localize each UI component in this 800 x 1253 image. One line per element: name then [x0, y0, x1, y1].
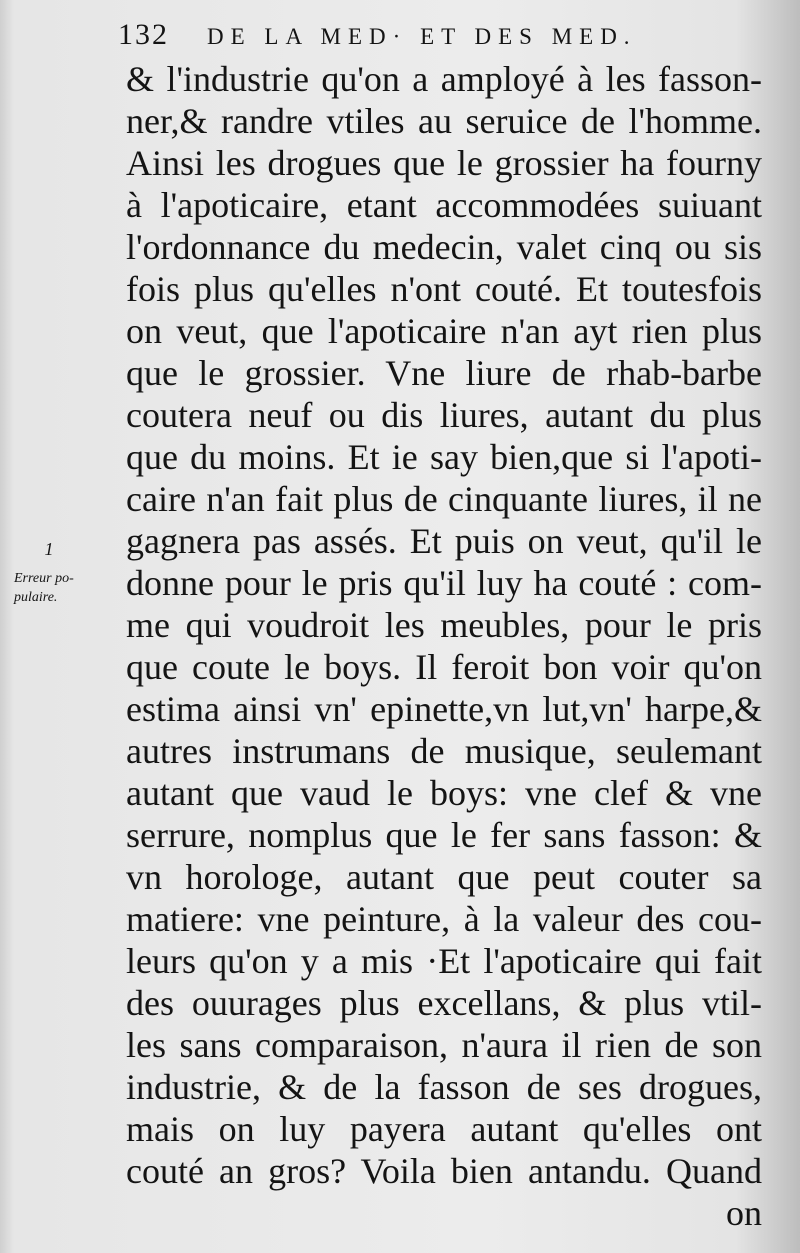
text-line: Ainsi les drogues que le grossier ha fourny [126, 143, 762, 183]
text-line: autres instrumans de musique, seulemant [126, 731, 762, 771]
text-line: gagnera pas assés. Et puis on veut, qu'il le [126, 521, 762, 561]
text-line: à l'apoticaire, etant accommodées suiuant [126, 185, 762, 225]
text-line: serrure, nomplus que le fer sans fasson: & [126, 815, 762, 855]
text-line: industrie, & de la fasson de ses drogues, [126, 1067, 762, 1107]
margin-note-line: Erreur po- [14, 571, 74, 586]
catchword: on [726, 1193, 762, 1233]
margin-note-number: 1 [44, 539, 54, 559]
page-header [118, 18, 678, 62]
body-text [126, 58, 762, 1234]
page-number: 132 [118, 18, 169, 51]
text-line: des ouurages plus excellans, & plus vtil- [126, 983, 762, 1023]
text-line: donne pour le pris qu'il luy ha couté : com- [126, 563, 762, 603]
text-line: mais on luy payera autant qu'elles ont [126, 1109, 762, 1149]
running-head: DE LA MED· ET DES MED. [207, 24, 637, 49]
margin-note [14, 540, 124, 607]
text-line: estima ainsi vn' epinette,vn lut,vn' harpe,& [126, 689, 762, 729]
text-line: & l'industrie qu'on a amployé à les fasson- [126, 59, 762, 99]
text-line: me qui voudroit les meubles, pour le pris [126, 605, 762, 645]
text-line: coutera neuf ou dis liures, autant du plus [126, 395, 762, 435]
text-line: ner,& randre vtiles au seruice de l'homme. [126, 101, 762, 141]
text-line: que coute le boys. Il feroit bon voir qu'on [126, 647, 762, 687]
text-line: caire n'an fait plus de cinquante liures, il ne [126, 479, 762, 519]
text-line: on veut, que l'apoticaire n'an ayt rien plus [126, 311, 762, 351]
text-line: l'ordonnance du medecin, valet cinq ou sis [126, 227, 762, 267]
margin-note-line: pulaire. [14, 590, 58, 605]
text-line: que du moins. Et ie say bien,que si l'apoti- [126, 437, 762, 477]
text-line: autant que vaud le boys: vne clef & vne [126, 773, 762, 813]
text-line: matiere: vne peinture, à la valeur des cou- [126, 899, 762, 939]
text-line: fois plus qu'elles n'ont couté. Et toutesfois [126, 269, 762, 309]
text-line: leurs qu'on y a mis ·Et l'apoticaire qui fait [126, 941, 762, 981]
text-line: couté an gros? Voila bien antandu. Quand [126, 1151, 762, 1191]
text-line: vn horologe, autant que peut couter sa [126, 857, 762, 897]
text-line: que le grossier. Vne liure de rhab-barbe [126, 353, 762, 393]
text-line: les sans comparaison, n'aura il rien de son [126, 1025, 762, 1065]
